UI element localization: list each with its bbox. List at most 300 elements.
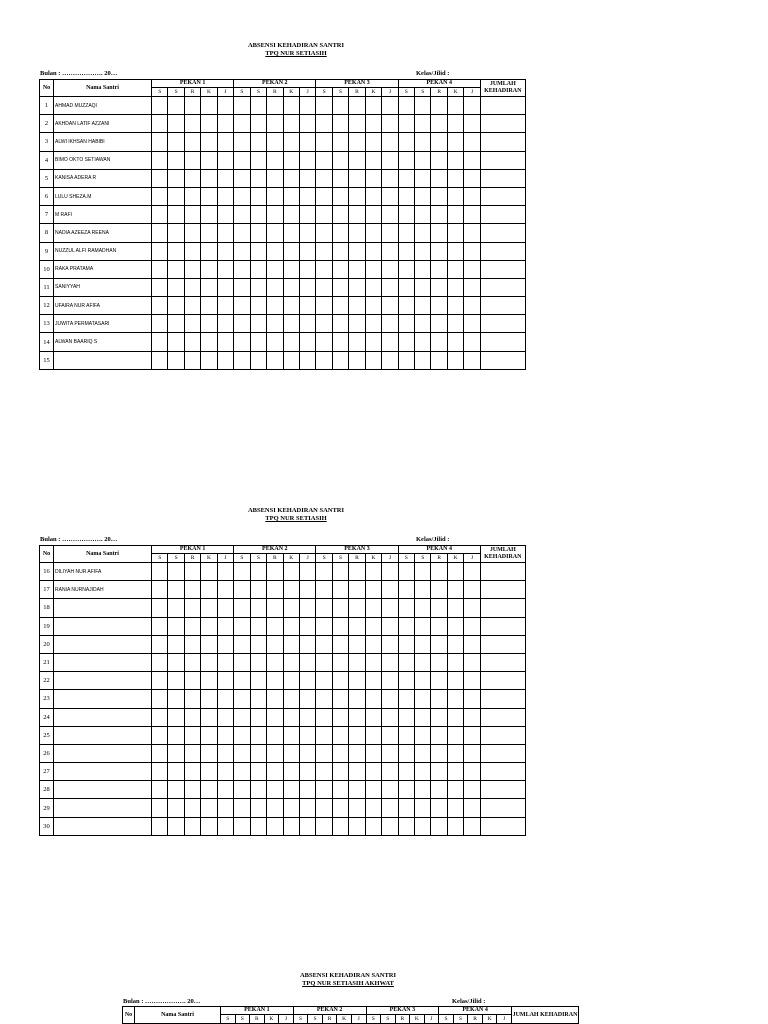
day-header: J <box>279 1015 294 1024</box>
attendance-cell <box>217 599 233 617</box>
attendance-cell <box>431 297 447 315</box>
attendance-cell <box>447 297 463 315</box>
attendance-cell <box>365 653 381 671</box>
attendance-cell <box>201 672 217 690</box>
day-header: S <box>381 1015 396 1024</box>
attendance-cell <box>152 187 168 205</box>
attendance-cell <box>464 763 480 781</box>
day-header: J <box>382 554 398 563</box>
attendance-cell <box>152 799 168 817</box>
attendance-cell <box>201 817 217 835</box>
attendance-cell <box>382 617 398 635</box>
attendance-cell <box>316 260 332 278</box>
attendance-cell <box>201 187 217 205</box>
attendance-cell <box>201 599 217 617</box>
attendance-cell <box>464 187 480 205</box>
table-row <box>40 781 526 799</box>
attendance-cell <box>201 781 217 799</box>
total-cell <box>480 672 525 690</box>
table-row <box>40 97 526 115</box>
attendance-cell <box>250 653 266 671</box>
attendance-cell <box>332 133 348 151</box>
attendance-cell <box>250 206 266 224</box>
attendance-cell <box>415 242 431 260</box>
attendance-cell <box>316 763 332 781</box>
attendance-cell <box>382 781 398 799</box>
attendance-cell <box>250 242 266 260</box>
attendance-cell <box>316 690 332 708</box>
total-cell <box>480 690 525 708</box>
attendance-cell <box>332 169 348 187</box>
attendance-cell <box>316 278 332 296</box>
student-name <box>54 690 152 708</box>
attendance-cell <box>201 726 217 744</box>
attendance-cell <box>447 187 463 205</box>
attendance-cell <box>168 151 184 169</box>
attendance-cell <box>234 817 250 835</box>
attendance-cell <box>168 726 184 744</box>
attendance-cell <box>464 260 480 278</box>
total-cell <box>480 817 525 835</box>
attendance-cell <box>152 278 168 296</box>
attendance-cell <box>184 224 200 242</box>
attendance-cell <box>447 169 463 187</box>
attendance-cell <box>184 133 200 151</box>
attendance-cell <box>168 115 184 133</box>
attendance-cell <box>217 690 233 708</box>
attendance-cell <box>398 599 414 617</box>
attendance-cell <box>168 242 184 260</box>
sheet-2-table <box>39 545 526 836</box>
attendance-cell <box>464 133 480 151</box>
attendance-cell <box>152 617 168 635</box>
attendance-cell <box>267 187 283 205</box>
attendance-cell <box>250 599 266 617</box>
table-row <box>40 653 526 671</box>
attendance-cell <box>316 315 332 333</box>
total-cell <box>480 169 525 187</box>
attendance-cell <box>267 224 283 242</box>
attendance-cell <box>168 690 184 708</box>
attendance-cell <box>332 726 348 744</box>
attendance-cell <box>447 672 463 690</box>
attendance-cell <box>464 333 480 351</box>
col-header-week-4: PEKAN 4 <box>439 1007 512 1015</box>
attendance-cell <box>398 97 414 115</box>
student-name <box>54 653 152 671</box>
attendance-cell <box>382 653 398 671</box>
attendance-cell <box>365 708 381 726</box>
sheet-2-title: ABSENSI KEHADIRAN SANTRI TPQ NUR SETIASIH <box>247 507 345 522</box>
attendance-cell <box>217 744 233 762</box>
attendance-cell <box>267 133 283 151</box>
col-header-week-1: PEKAN 1 <box>152 546 234 554</box>
attendance-cell <box>382 224 398 242</box>
attendance-cell <box>299 133 315 151</box>
attendance-cell <box>184 744 200 762</box>
attendance-cell <box>201 581 217 599</box>
attendance-cell <box>283 581 299 599</box>
attendance-cell <box>332 151 348 169</box>
attendance-cell <box>332 744 348 762</box>
student-name <box>54 781 152 799</box>
attendance-cell <box>316 115 332 133</box>
student-name: RAKA PRATAMA <box>54 260 152 278</box>
student-name: ALWAN BAARIQ S <box>54 333 152 351</box>
attendance-cell <box>365 563 381 581</box>
table-row <box>40 206 526 224</box>
header-row-weeks <box>40 546 526 554</box>
attendance-cell <box>299 278 315 296</box>
attendance-cell <box>283 297 299 315</box>
attendance-cell <box>365 206 381 224</box>
day-header: S <box>152 88 168 97</box>
day-header: K <box>201 554 217 563</box>
attendance-cell <box>365 187 381 205</box>
attendance-cell <box>415 169 431 187</box>
attendance-cell <box>464 817 480 835</box>
attendance-cell <box>365 781 381 799</box>
attendance-cell <box>398 315 414 333</box>
attendance-cell <box>332 333 348 351</box>
attendance-cell <box>431 151 447 169</box>
attendance-cell <box>365 690 381 708</box>
total-cell <box>480 744 525 762</box>
attendance-cell <box>316 726 332 744</box>
attendance-cell <box>152 115 168 133</box>
attendance-cell <box>447 351 463 369</box>
attendance-cell <box>217 151 233 169</box>
row-number: 23 <box>40 690 54 708</box>
day-header: K <box>365 554 381 563</box>
attendance-cell <box>332 278 348 296</box>
day-header: S <box>293 1015 308 1024</box>
attendance-cell <box>365 133 381 151</box>
table-row <box>40 278 526 296</box>
attendance-cell <box>365 599 381 617</box>
attendance-cell <box>398 133 414 151</box>
total-cell <box>480 351 525 369</box>
attendance-cell <box>464 563 480 581</box>
sheet-2-bulan: Bulan : ………………. 20… <box>40 536 118 543</box>
attendance-cell <box>234 763 250 781</box>
table-row <box>40 297 526 315</box>
attendance-cell <box>184 169 200 187</box>
attendance-cell <box>152 781 168 799</box>
attendance-cell <box>398 297 414 315</box>
attendance-cell <box>267 315 283 333</box>
day-header: S <box>316 554 332 563</box>
day-header: S <box>366 1015 381 1024</box>
attendance-cell <box>316 563 332 581</box>
attendance-cell <box>201 315 217 333</box>
attendance-cell <box>415 726 431 744</box>
attendance-cell <box>168 133 184 151</box>
attendance-cell <box>415 653 431 671</box>
attendance-cell <box>316 297 332 315</box>
total-cell <box>480 187 525 205</box>
attendance-cell <box>332 690 348 708</box>
attendance-cell <box>283 744 299 762</box>
attendance-cell <box>365 151 381 169</box>
attendance-cell <box>152 563 168 581</box>
attendance-cell <box>201 278 217 296</box>
student-name: AHMAD MUZZAQI <box>54 97 152 115</box>
attendance-cell <box>168 672 184 690</box>
attendance-cell <box>152 599 168 617</box>
attendance-cell <box>316 169 332 187</box>
attendance-cell <box>184 278 200 296</box>
table-row <box>40 744 526 762</box>
attendance-cell <box>464 581 480 599</box>
attendance-cell <box>415 224 431 242</box>
attendance-cell <box>299 763 315 781</box>
attendance-cell <box>184 151 200 169</box>
attendance-cell <box>398 635 414 653</box>
day-header: J <box>424 1015 439 1024</box>
attendance-cell <box>415 781 431 799</box>
attendance-cell <box>398 708 414 726</box>
day-header: K <box>447 554 463 563</box>
attendance-cell <box>283 187 299 205</box>
row-number: 22 <box>40 672 54 690</box>
attendance-cell <box>217 708 233 726</box>
attendance-cell <box>349 315 365 333</box>
attendance-cell <box>316 672 332 690</box>
day-header: S <box>332 554 348 563</box>
sheet-1-table <box>39 79 526 370</box>
attendance-cell <box>152 690 168 708</box>
attendance-cell <box>332 187 348 205</box>
attendance-cell <box>250 744 266 762</box>
attendance-cell <box>382 151 398 169</box>
attendance-cell <box>283 799 299 817</box>
attendance-cell <box>152 672 168 690</box>
attendance-cell <box>398 242 414 260</box>
attendance-cell <box>217 297 233 315</box>
attendance-cell <box>349 260 365 278</box>
col-header-week-4: PEKAN 4 <box>398 546 480 554</box>
attendance-cell <box>267 744 283 762</box>
attendance-cell <box>349 333 365 351</box>
attendance-cell <box>152 151 168 169</box>
attendance-cell <box>217 187 233 205</box>
attendance-cell <box>365 260 381 278</box>
day-header: K <box>447 88 463 97</box>
attendance-cell <box>365 817 381 835</box>
student-name <box>54 744 152 762</box>
row-number: 29 <box>40 799 54 817</box>
table-row <box>40 690 526 708</box>
attendance-cell <box>382 763 398 781</box>
attendance-cell <box>168 817 184 835</box>
row-number: 25 <box>40 726 54 744</box>
attendance-cell <box>447 763 463 781</box>
day-header: J <box>497 1015 512 1024</box>
attendance-cell <box>267 726 283 744</box>
attendance-cell <box>365 115 381 133</box>
attendance-cell <box>398 799 414 817</box>
total-cell <box>480 635 525 653</box>
attendance-cell <box>365 799 381 817</box>
attendance-cell <box>168 333 184 351</box>
header-row-weeks <box>123 1007 579 1015</box>
attendance-cell <box>184 315 200 333</box>
row-number: 5 <box>40 169 54 187</box>
attendance-cell <box>217 206 233 224</box>
attendance-cell <box>431 799 447 817</box>
attendance-cell <box>398 351 414 369</box>
attendance-cell <box>431 581 447 599</box>
attendance-cell <box>168 97 184 115</box>
row-number: 11 <box>40 278 54 296</box>
attendance-cell <box>184 260 200 278</box>
row-number: 27 <box>40 763 54 781</box>
attendance-cell <box>365 726 381 744</box>
attendance-cell <box>349 169 365 187</box>
attendance-cell <box>382 635 398 653</box>
attendance-cell <box>267 333 283 351</box>
attendance-cell <box>431 672 447 690</box>
table-row <box>40 581 526 599</box>
attendance-cell <box>299 799 315 817</box>
attendance-cell <box>299 315 315 333</box>
day-header: K <box>201 88 217 97</box>
attendance-cell <box>365 315 381 333</box>
attendance-cell <box>415 187 431 205</box>
day-header: S <box>221 1015 236 1024</box>
attendance-cell <box>152 744 168 762</box>
attendance-cell <box>168 635 184 653</box>
table-row <box>40 333 526 351</box>
col-header-name: Nama Santri <box>54 546 152 563</box>
attendance-cell <box>464 224 480 242</box>
attendance-cell <box>415 744 431 762</box>
attendance-cell <box>431 133 447 151</box>
attendance-cell <box>464 653 480 671</box>
attendance-cell <box>184 333 200 351</box>
attendance-cell <box>447 690 463 708</box>
sheet-3-table <box>122 1006 579 1024</box>
total-cell <box>480 763 525 781</box>
student-name: DILIYAH NUR AFIFA <box>54 563 152 581</box>
day-header: R <box>184 88 200 97</box>
attendance-cell <box>234 617 250 635</box>
attendance-cell <box>431 242 447 260</box>
attendance-cell <box>349 242 365 260</box>
attendance-cell <box>299 187 315 205</box>
day-header: S <box>332 88 348 97</box>
attendance-cell <box>447 726 463 744</box>
row-number: 15 <box>40 351 54 369</box>
attendance-cell <box>415 690 431 708</box>
day-header: S <box>415 88 431 97</box>
attendance-cell <box>234 653 250 671</box>
day-header: S <box>250 554 266 563</box>
attendance-cell <box>349 817 365 835</box>
attendance-cell <box>415 115 431 133</box>
attendance-cell <box>299 781 315 799</box>
attendance-cell <box>398 617 414 635</box>
attendance-cell <box>431 224 447 242</box>
attendance-cell <box>349 297 365 315</box>
attendance-cell <box>267 763 283 781</box>
col-header-total: JUMLAH KEHADIRAN <box>480 546 525 563</box>
day-header: K <box>283 88 299 97</box>
attendance-cell <box>267 260 283 278</box>
attendance-cell <box>201 563 217 581</box>
attendance-cell <box>447 599 463 617</box>
attendance-cell <box>283 635 299 653</box>
attendance-cell <box>152 97 168 115</box>
attendance-cell <box>398 224 414 242</box>
attendance-cell <box>349 744 365 762</box>
total-cell <box>480 781 525 799</box>
attendance-cell <box>234 315 250 333</box>
attendance-cell <box>447 133 463 151</box>
attendance-cell <box>415 206 431 224</box>
day-header: S <box>415 554 431 563</box>
attendance-cell <box>168 744 184 762</box>
attendance-cell <box>415 315 431 333</box>
attendance-cell <box>299 260 315 278</box>
table-row <box>40 224 526 242</box>
student-name: SANIYYAH <box>54 278 152 296</box>
attendance-cell <box>217 242 233 260</box>
day-header: R <box>468 1015 483 1024</box>
table-row <box>40 799 526 817</box>
attendance-cell <box>283 726 299 744</box>
attendance-cell <box>201 260 217 278</box>
attendance-cell <box>349 781 365 799</box>
attendance-cell <box>431 690 447 708</box>
attendance-cell <box>217 653 233 671</box>
attendance-cell <box>184 726 200 744</box>
table-row <box>40 635 526 653</box>
attendance-cell <box>250 297 266 315</box>
attendance-cell <box>299 617 315 635</box>
attendance-cell <box>152 169 168 187</box>
attendance-cell <box>152 817 168 835</box>
attendance-cell <box>168 351 184 369</box>
attendance-cell <box>382 97 398 115</box>
attendance-cell <box>152 297 168 315</box>
student-name: RANIA NURNAJIDAH <box>54 581 152 599</box>
day-header: J <box>351 1015 366 1024</box>
attendance-cell <box>283 617 299 635</box>
table-row <box>40 151 526 169</box>
attendance-cell <box>152 242 168 260</box>
attendance-cell <box>415 260 431 278</box>
attendance-cell <box>316 708 332 726</box>
attendance-cell <box>201 333 217 351</box>
attendance-cell <box>447 744 463 762</box>
total-cell <box>480 581 525 599</box>
attendance-cell <box>365 672 381 690</box>
attendance-cell <box>382 581 398 599</box>
attendance-cell <box>349 115 365 133</box>
attendance-cell <box>431 744 447 762</box>
attendance-cell <box>152 206 168 224</box>
attendance-cell <box>283 169 299 187</box>
attendance-cell <box>398 206 414 224</box>
attendance-cell <box>250 726 266 744</box>
day-header: S <box>168 88 184 97</box>
student-name: UFAIRA NUR AFIFA <box>54 297 152 315</box>
student-name: JUWITA PERMATASARI <box>54 315 152 333</box>
day-header: K <box>337 1015 352 1024</box>
attendance-cell <box>349 563 365 581</box>
